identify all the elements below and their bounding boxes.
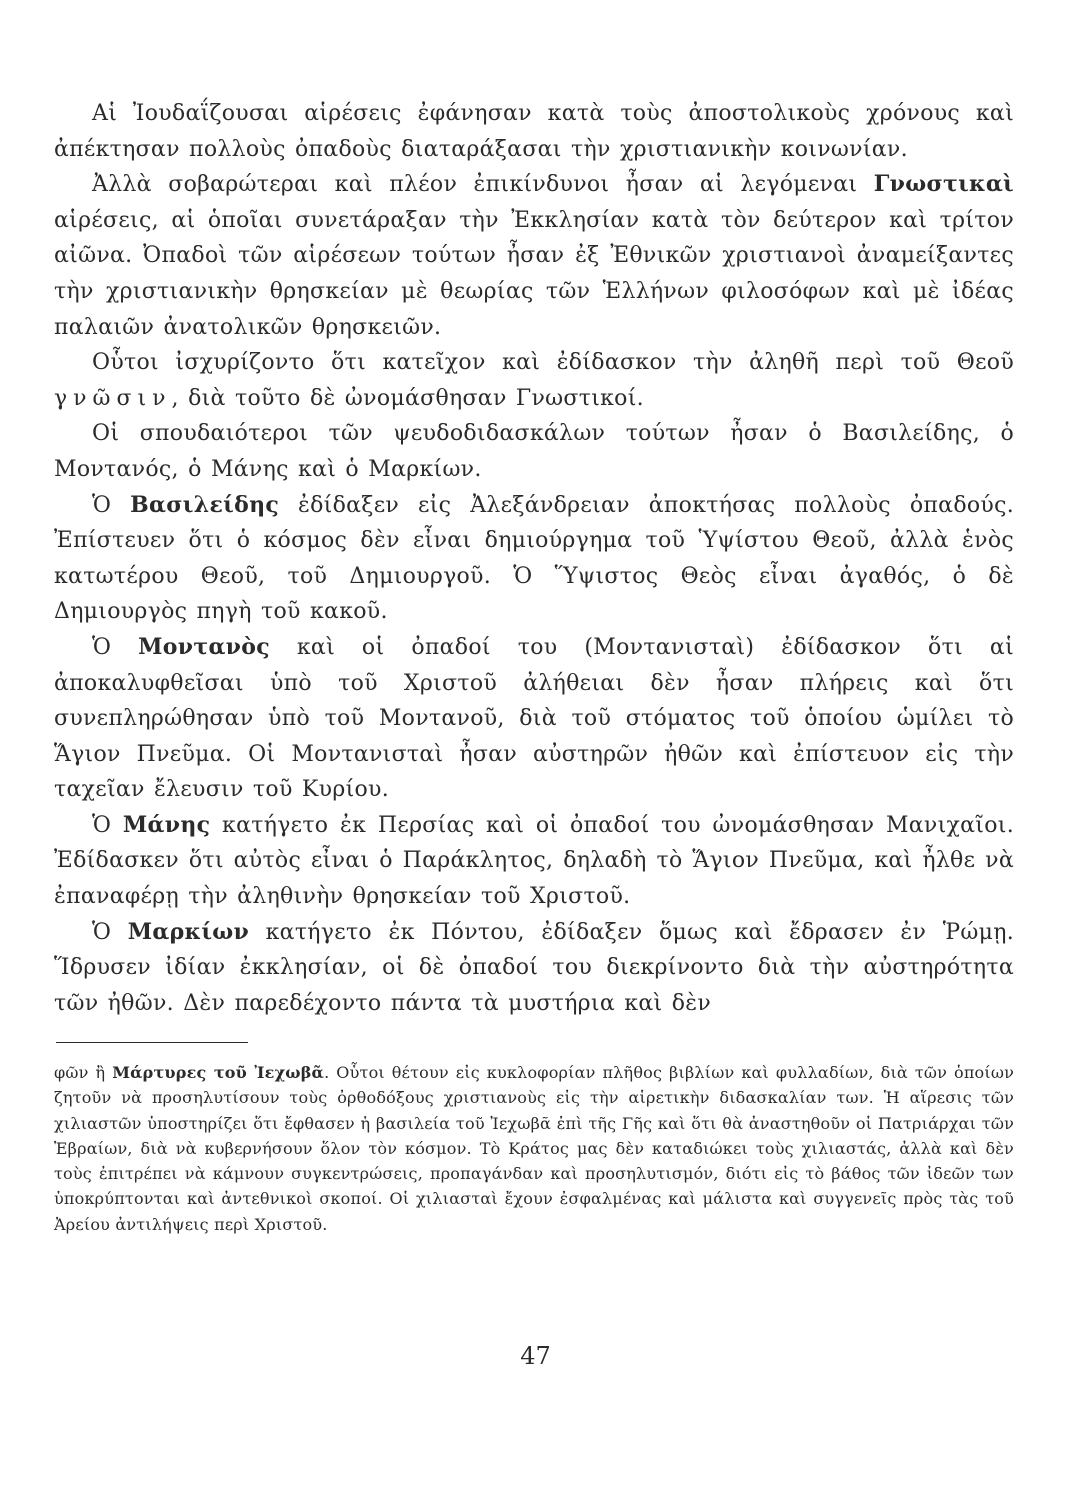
paragraph <box>54 915 1014 1022</box>
bold-term: Μοντανὸς <box>138 633 270 660</box>
spaced-word: γνῶσιν <box>54 385 172 411</box>
bold-term: Βασιλείδης <box>130 491 280 518</box>
text-run: Ὁ <box>92 492 131 518</box>
text-run: Ὁ <box>92 634 139 660</box>
text-run: αἱρέσεις, αἱ ὁποῖαι συνετάραξαν τὴν Ἐκκλησίαν κατὰ τὸν δεύτερον καὶ τρίτον αἰῶνα. Ὀπαδοὶ τῶν αἱρέσεων τούτων ἦσαν ἐξ Ἐθνικῶν χριστιανοὶ ἀναμείξαντες τὴν χριστιανικὴν θρησκείαν μὲ θεωρίας τῶν Ἑλλήνων φιλοσόφων καὶ μὲ ἰδέας παλαιῶν ἀνατολικῶν θρησκειῶν. <box>54 207 1014 340</box>
text-run: ἐδίδαξεν εἰς Ἀλεξάνδρειαν ἀποκτήσας πολλοὺς ὀπαδούς. Ἐπίστευεν ὅτι ὁ κόσμος δὲν εἶναι δημιούργημα τοῦ Ὑψίστου Θεοῦ, ἀλλὰ ἑνὸς κατωτέρου Θεοῦ, τοῦ Δημιουργοῦ. Ὁ Ὕψιστος Θεὸς εἶναι ἀγαθός, ὁ δὲ Δημιουργὸς πηγὴ τοῦ κακοῦ. <box>54 492 1014 625</box>
bold-term: Μάνης <box>122 811 211 838</box>
paragraph <box>54 630 1014 808</box>
text-run: καὶ οἱ ὀπαδοί του (Μοντανισταὶ) ἐδίδασκον ὅτι αἱ ἀποκαλυφθεῖσαι ὑπὸ τοῦ Χριστοῦ ἀλήθειαι δὲν ἦσαν πλήρεις καὶ ὅτι συνεπληρώθησαν ὑπὸ τοῦ Μοντανοῦ, διὰ τοῦ στόματος τοῦ ὁποίου ὡμίλει τὸ Ἅγιον Πνεῦμα. Οἱ Μοντανισταὶ ἦσαν αὐστηρῶν ἠθῶν καὶ ἐπίστευον εἰς τὴν ταχεῖαν ἔλευσιν τοῦ Κυρίου. <box>54 634 1015 803</box>
paragraph <box>54 96 1014 167</box>
paragraph <box>54 416 1014 487</box>
footnote <box>54 1060 1014 1237</box>
paragraph <box>54 167 1014 345</box>
text-run: Ὁ <box>92 812 123 838</box>
text-run: κατήγετο ἐκ Περσίας καὶ οἱ ὀπαδοί του ὠνομάσθησαν Μανιχαῖοι. Ἐδίδασκεν ὅτι αὐτὸς εἶναι ὁ Παράκλητος, δηλαδὴ τὸ Ἅγιον Πνεῦμα, καὶ ἦλθε νὰ ἐπαναφέρῃ τὴν ἀληθινὴν θρησκείαν τοῦ Χριστοῦ. <box>54 812 1015 910</box>
bold-term: Γνωστικαὶ <box>873 171 1014 198</box>
footnote-separator <box>56 1042 248 1043</box>
text-run: Ὁ <box>92 919 128 945</box>
text-run: Ἀλλὰ σοβαρώτεραι καὶ πλέον ἐπικίνδυνοι ἦσαν αἱ λεγόμεναι <box>92 172 874 198</box>
text-run: κατήγετο ἐκ Πόντου, ἐδίδαξεν ὅμως καὶ ἔδρασεν ἐν Ῥώμῃ. Ἵδρυσεν ἰδίαν ἐκκλησίαν, οἱ δὲ ὀπαδοί του διεκρίνοντο διὰ τὴν αὐστηρότητα τῶν ἠθῶν. Δὲν παρεδέχοντο πάντα τὰ μυστήρια καὶ δὲν <box>54 919 1014 1016</box>
bold-term: Μαρκίων <box>127 918 250 945</box>
text-run: Οἱ σπουδαιότεροι τῶν ψευδοδιδασκάλων τούτων ἦσαν ὁ Βασιλείδης, ὁ Μοντανός, ὁ Μάνης καὶ ὁ Μαρκίων. <box>54 421 1014 482</box>
main-text <box>54 96 1014 1021</box>
bold-term: Μάρτυρες τοῦ Ἰεχωβᾶ <box>112 1063 325 1082</box>
page-number: 47 <box>520 1342 551 1370</box>
text-run: φῶν ἢ <box>54 1063 113 1082</box>
text-run: Αἱ Ἰουδαΐζουσαι αἱρέσεις ἐφάνησαν κατὰ τοὺς ἀποστολικοὺς χρόνους καὶ ἀπέκτησαν πολλοὺς ὀπαδοὺς διαταράξασαι τὴν χριστιανικὴν κοινωνίαν. <box>54 101 1014 162</box>
paragraph <box>54 345 1014 416</box>
text-run: Οὗτοι ἰσχυρίζοντο ὅτι κατεῖχον καὶ ἐδίδασκον τὴν ἀληθῆ περὶ τοῦ Θεοῦ <box>92 350 1014 376</box>
paragraph <box>54 808 1014 915</box>
text-run: , διὰ τοῦτο δὲ ὠνομάσθησαν Γνωστικοί. <box>171 385 644 411</box>
text-run: . Οὗτοι θέτουν εἰς κυκλοφορίαν πλῆθος βιβλίων καὶ φυλλαδίων, διὰ τῶν ὁποίων ζητοῦν νὰ προσηλυτίσουν τοὺς ὀρθοδόξους χριστιανοὺς εἰς τὴν αἱρετικὴν διδασκαλίαν των. Ἡ αἵρεσις τῶν χιλιαστῶν ὑποστηρίζει ὅτι ἔφθασεν ἡ βασιλεία τοῦ Ἰεχωβᾶ ἐπὶ τῆς Γῆς καὶ ὅτι θὰ ἀναστηθοῦν οἱ Πατριάρχαι τῶν Ἑβραίων, διὰ νὰ κυβερνήσουν ὅλον τὸν κόσμον. Τὸ Κράτος μας δὲν καταδιώκει τοὺς χιλιαστάς, ἀλλὰ καὶ δὲν τοὺς ἐπιτρέπει νὰ κάμνουν συγκεντρώσεις, προπαγάνδαν καὶ προσηλυτισμόν, διότι εἰς τὸ βάθος τῶν ἰδεῶν των ὑποκρύπτονται καὶ ἀντεθνικοὶ σκοποί. Οἱ χιλιασταὶ ἔχουν ἐσφαλμένας καὶ μάλιστα καὶ συγγενεῖς πρὸς τὰς τοῦ Ἀρείου ἀντιλήψεις περὶ Χριστοῦ. <box>54 1063 1015 1234</box>
paragraph <box>54 488 1014 630</box>
